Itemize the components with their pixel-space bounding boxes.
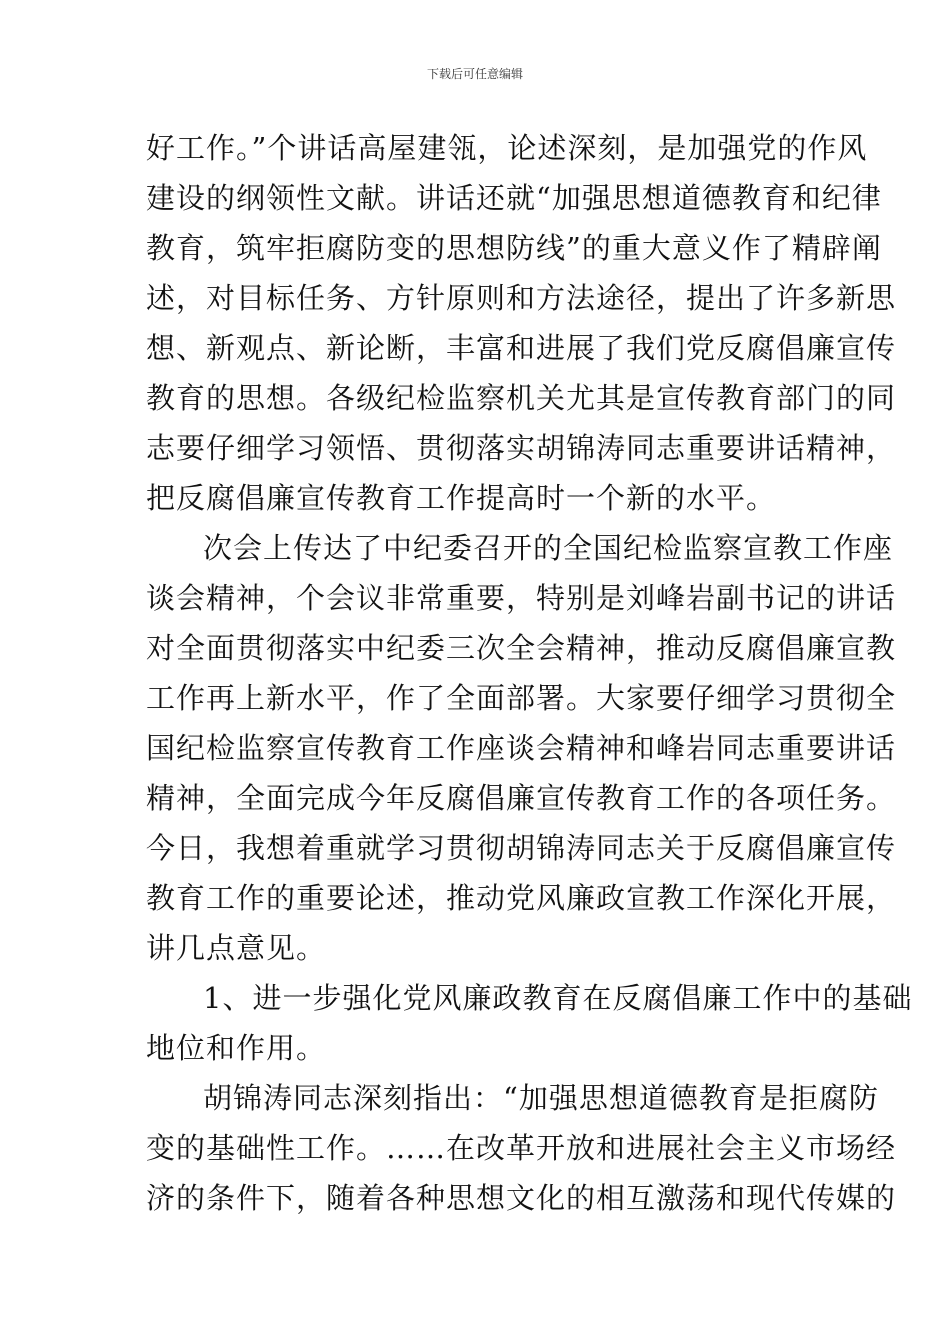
text-line: 变的基础性工作。……在改革开放和进展社会主义市场经 [146,1131,897,1165]
text-line: 述，对目标任务、方针原则和方法途径，提出了许多新思 [146,281,897,315]
text-line: 好工作。”个讲话高屋建瓴，论述深刻，是加强党的作风 [146,131,868,165]
text-line: 谈会精神，个会议非常重要，特别是刘峰岩副书记的讲话 [146,581,897,615]
text-line: 工作再上新水平，作了全面部署。大家要仔细学习贯彻全 [146,681,897,715]
text-line-paragraph-start: 次会上传达了中纪委召开的全国纪检监察宣教工作座 [203,531,894,565]
section-heading: 1、进一步强化党风廉政教育在反腐倡廉工作中的基础 [203,981,913,1015]
text-line: 教育的思想。各级纪检监察机关尤其是宣传教育部门的同 [146,381,897,415]
text-line: 今日，我想着重就学习贯彻胡锦涛同志关于反腐倡廉宣传 [146,831,897,865]
text-line: 精神，全面完成今年反腐倡廉宣传教育工作的各项任务。 [146,781,897,815]
text-line: 国纪检监察宣传教育工作座谈会精神和峰岩同志重要讲话 [146,731,897,765]
page-header: 下载后可任意编辑 [426,67,523,81]
text-line: 教育，筑牢拒腐防变的思想防线”的重大意义作了精辟阐 [146,231,882,265]
section-heading-continued: 地位和作用。 [146,1031,327,1065]
text-line: 想、新观点、新论断，丰富和进展了我们党反腐倡廉宣传 [146,331,897,365]
text-line: 对全面贯彻落实中纪委三次全会精神，推动反腐倡廉宣教 [146,631,897,665]
text-line: 讲几点意见。 [146,931,327,965]
text-line: 济的条件下，随着各种思想文化的相互激荡和现代传媒的 [146,1181,897,1215]
text-line: 把反腐倡廉宣传教育工作提高时一个新的水平。 [146,481,777,515]
text-line: 建设的纲领性文献。讲话还就“加强思想道德教育和纪律 [146,181,882,215]
text-line: 志要仔细学习领悟、贯彻落实胡锦涛同志重要讲话精神， [146,431,897,465]
text-line: 教育工作的重要论述，推动党风廉政宣教工作深化开展， [146,881,897,915]
text-line-paragraph-start: 胡锦涛同志深刻指出：“加强思想道德教育是拒腐防 [203,1081,879,1115]
